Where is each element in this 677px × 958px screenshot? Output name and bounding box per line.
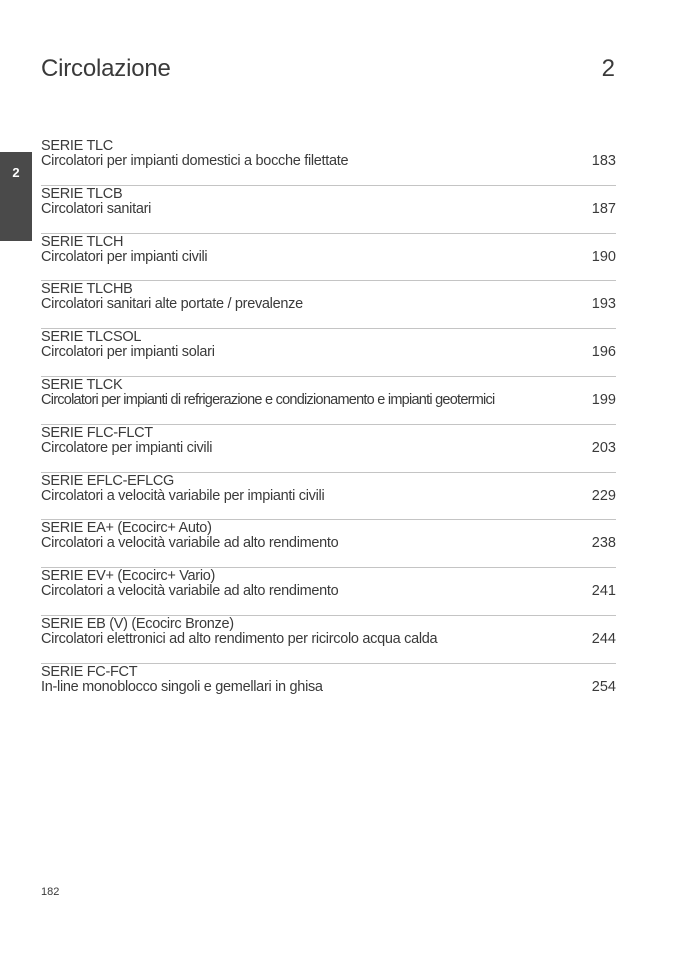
toc-entry[interactable] [41,234,616,282]
series-name: SERIE FC-FCT [41,663,138,680]
chapter-side-tab [0,152,32,241]
side-tab-label: 2 [12,165,20,180]
series-name: SERIE EFLC-EFLCG [41,472,174,489]
page-reference: 199 [591,391,616,408]
toc-entry[interactable] [41,425,616,473]
series-description: Circolatore per impianti civili [41,439,213,456]
series-description: Circolatori per impianti di refrigerazione e condizionamento e impianti geotermici [41,391,495,408]
toc-entry[interactable] [41,186,616,234]
chapter-title: Circolazione [41,55,171,82]
toc-entry[interactable] [41,664,616,712]
toc-entry[interactable] [41,520,616,568]
series-name: SERIE EB (V) (Ecocirc Bronze) [41,615,234,632]
page-reference: 190 [591,248,616,265]
series-description: Circolatori sanitari [41,200,152,217]
page-reference: 254 [591,678,616,695]
series-name: SERIE TLCK [41,376,123,393]
series-name: SERIE TLCB [41,185,123,202]
toc-entry[interactable] [41,568,616,616]
chapter-number: 2 [601,55,615,82]
series-description: In-line monoblocco singoli e gemellari in ghisa [41,678,323,695]
series-name: SERIE TLC [41,138,113,154]
series-description: Circolatori a velocità variabile ad alto rendimento [41,583,339,600]
page-reference: 196 [591,344,616,361]
page-reference: 241 [591,583,616,600]
series-name: SERIE EA+ (Ecocirc+ Auto) [41,520,212,537]
series-name: SERIE EV+ (Ecocirc+ Vario) [41,568,216,585]
series-description: Circolatori elettronici ad alto rendimento per ricircolo acqua calda [41,630,438,647]
series-description: Circolatori per impianti solari [41,344,215,361]
page-reference: 183 [591,153,616,169]
toc-entry[interactable] [41,329,616,377]
series-name: SERIE TLCH [41,233,124,250]
page-number: 182 [41,886,60,898]
series-description: Circolatori a velocità variabile per impianti civili [41,487,325,504]
page-reference: 187 [591,200,616,217]
series-name: SERIE TLCSOL [41,329,142,346]
toc-entry[interactable] [41,473,616,521]
series-description: Circolatori a velocità variabile ad alto rendimento [41,535,339,552]
page-reference: 229 [591,487,616,504]
series-description: Circolatori sanitari alte portate / prevalenze [41,296,303,313]
page-reference: 238 [591,535,616,552]
toc-entry[interactable] [41,281,616,329]
series-description: Circolatori per impianti domestici a bocche filettate [41,153,349,169]
page-reference: 193 [591,296,616,313]
page-reference: 244 [591,630,616,647]
series-name: SERIE TLCHB [41,281,133,298]
page-reference: 203 [591,439,616,456]
series-description: Circolatori per impianti civili [41,248,208,265]
toc-entry[interactable] [41,616,616,664]
table-of-contents [41,138,616,712]
toc-entry[interactable] [41,377,616,425]
toc-entry[interactable] [41,138,616,186]
series-name: SERIE FLC-FLCT [41,424,153,441]
